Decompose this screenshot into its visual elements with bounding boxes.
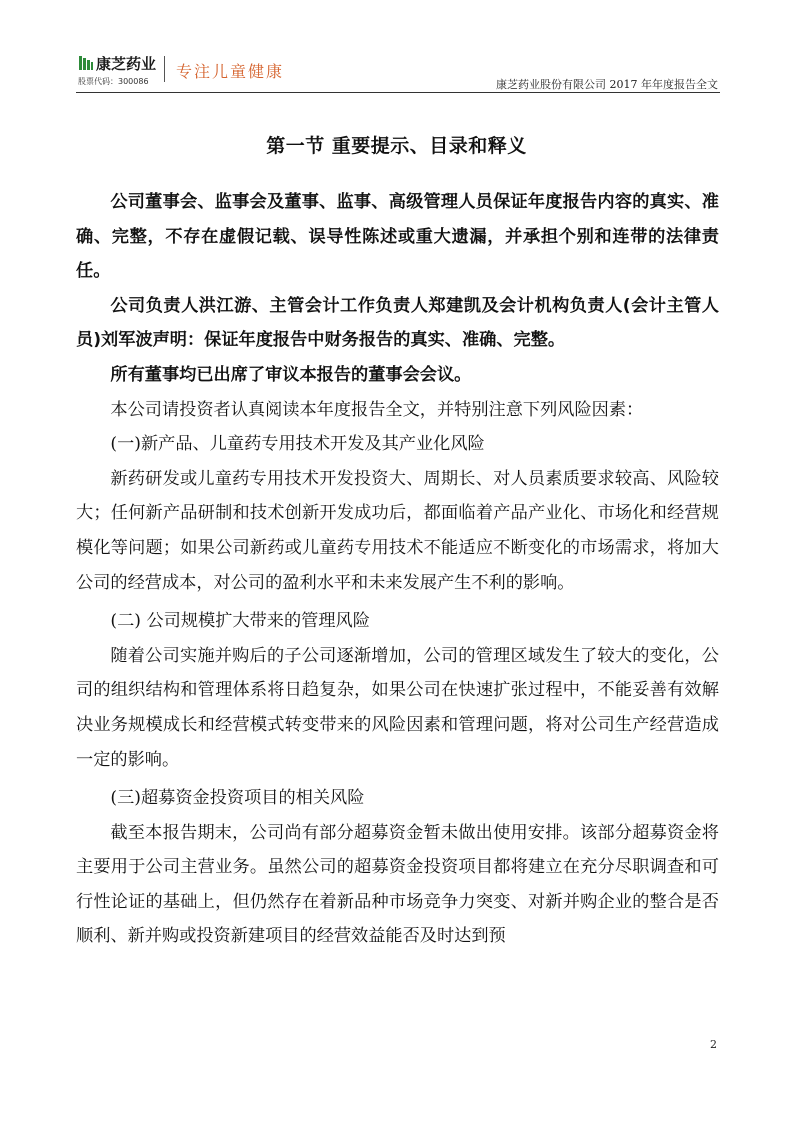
- page-number: 2: [710, 1038, 717, 1051]
- risk-heading-3: (三)超募资金投资项目的相关风险: [110, 788, 365, 809]
- company-slogan: 专注儿童健康: [176, 62, 285, 81]
- paragraph-responsible-persons: 公司负责人洪江游、主管会计工作负责人郑建凯及会计机构负责人(会计主管人员)刘军波声明：保证年度报告中财务报告的真实、准确、完整。: [76, 295, 719, 351]
- risk-heading-1: (一)新产品、儿童药专用技术开发及其产业化风险: [110, 434, 485, 455]
- risk-body-1: 新药研发或儿童药专用技术开发投资大、周期长、对人员素质要求较高、风险较大；任何新产品研制和技术创新开发成功后，都面临着产品产业化、市场化和经营规模化等问题；如果公司新药或儿童药专用技术不能适应不断变化的市场需求，将加大公司的经营成本，对公司的盈利水平和未来发展产生不利的影响。: [76, 468, 719, 593]
- company-logo: [76, 52, 162, 88]
- paragraph-risk-intro: 本公司请投资者认真阅读本年度报告全文，并特别注意下列风险因素：: [110, 399, 644, 420]
- risk-heading-2: (二) 公司规模扩大带来的管理风险: [110, 611, 370, 632]
- header-divider: [164, 56, 165, 82]
- risk-body-2: 随着公司实施并购后的子公司逐渐增加，公司的管理区域发生了较大的变化，公司的组织结构和管理体系将日趋复杂，如果公司在快速扩张过程中，不能妥善有效解决业务规模成长和经营模式转变带来的风险因素和管理问题，将对公司生产经营造成一定的影响。: [76, 645, 719, 770]
- page-header: [76, 50, 720, 93]
- paragraph-board-statement: 公司董事会、监事会及董事、监事、高级管理人员保证年度报告内容的真实、准确、完整，不存在虚假记载、误导性陈述或重大遗漏，并承担个别和连带的法律责任。: [76, 192, 719, 282]
- document-title: 康芝药业股份有限公司 2017 年年度报告全文: [496, 78, 718, 91]
- company-short-name: 康芝药业: [96, 55, 157, 73]
- section-title: 第一节 重要提示、目录和释义: [266, 135, 527, 157]
- company-logo-icon: [78, 55, 94, 71]
- paragraph-directors-attendance: 所有董事均已出席了审议本报告的董事会会议。: [110, 364, 472, 385]
- risk-body-3: 截至本报告期末，公司尚有部分超募资金暂未做出使用安排。该部分超募资金将主要用于公司主营业务。虽然公司的超募资金投资项目都将建立在充分尽职调查和可行性论证的基础上，但仍然存在着新品种市场竞争力突变、对新并购企业的整合是否顺利、新并购或投资新建项目的经营效益能否及时达到预: [76, 822, 719, 947]
- document-body: [76, 185, 719, 954]
- stock-code: 股票代码：300086: [78, 77, 149, 86]
